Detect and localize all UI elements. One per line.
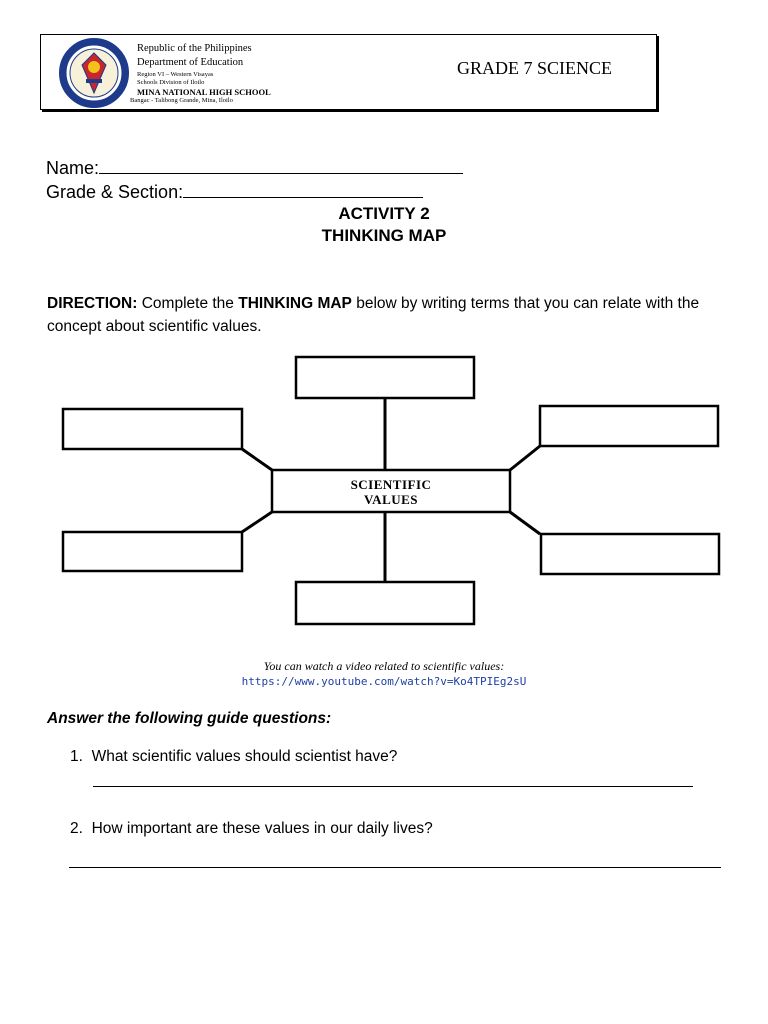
header-region: Region VI – Western Visayas [137, 71, 214, 78]
name-label: Name: [46, 158, 100, 178]
map-center-line1: SCIENTIFIC [350, 477, 432, 492]
direction-text-before: Complete the [137, 295, 239, 312]
grade-section-label: Grade & Section: [46, 182, 184, 202]
connector-left-bottom [242, 512, 272, 532]
answer-1-line[interactable] [93, 786, 693, 787]
header-school: MINA NATIONAL HIGH SCHOOL [137, 87, 271, 97]
name-underline[interactable] [99, 157, 463, 174]
connector-right-top [510, 446, 540, 470]
header-address: Bangac - Talibong Grande, Mina, Iloilo [130, 97, 233, 104]
direction-text-after: below by writing terms that you can relate with the concept about scientific values. [47, 295, 700, 335]
video-link[interactable]: https://www.youtube.com/watch?v=Ko4TPIEg2sU [241, 675, 527, 688]
question-2-text: How important are these values in our daily lives? [91, 820, 433, 837]
activity-number: ACTIVITY 2 [338, 204, 430, 223]
answer-2-line[interactable] [69, 867, 721, 868]
grade-section-underline[interactable] [183, 181, 423, 198]
connector-left-top [242, 449, 272, 470]
question-2 [70, 820, 433, 838]
direction-highlight: THINKING MAP [238, 295, 352, 312]
map-center-label [272, 477, 510, 507]
map-box-left-top[interactable] [63, 409, 242, 449]
direction-paragraph [47, 292, 727, 338]
header-grade-subject: GRADE 7 SCIENCE [457, 58, 613, 78]
header-department: Department of Education [137, 57, 244, 68]
map-box-left-bottom[interactable] [63, 532, 242, 571]
activity-title: THINKING MAP [321, 226, 447, 245]
grade-section-field[interactable] [46, 181, 423, 201]
video-note: You can watch a video related to scientific values: [263, 659, 505, 673]
map-box-bottom[interactable] [296, 582, 474, 624]
direction-label: DIRECTION: [47, 295, 138, 312]
map-center-line2: VALUES [363, 492, 419, 507]
map-box-top[interactable] [296, 357, 474, 398]
name-field[interactable] [46, 157, 463, 177]
question-1 [70, 748, 397, 766]
map-box-right-top[interactable] [540, 406, 718, 446]
guide-questions-heading: Answer the following guide questions: [47, 710, 332, 727]
header-republic: Republic of the Philippines [137, 43, 252, 54]
map-box-right-bottom[interactable] [541, 534, 719, 574]
connector-right-bottom [510, 512, 540, 534]
question-1-text: What scientific values should scientist have? [91, 748, 398, 765]
question-1-number: 1. [70, 748, 83, 765]
header-division: Schools Division of Iloilo [137, 79, 205, 86]
question-2-number: 2. [70, 820, 83, 837]
deped-seal-icon [58, 37, 130, 109]
